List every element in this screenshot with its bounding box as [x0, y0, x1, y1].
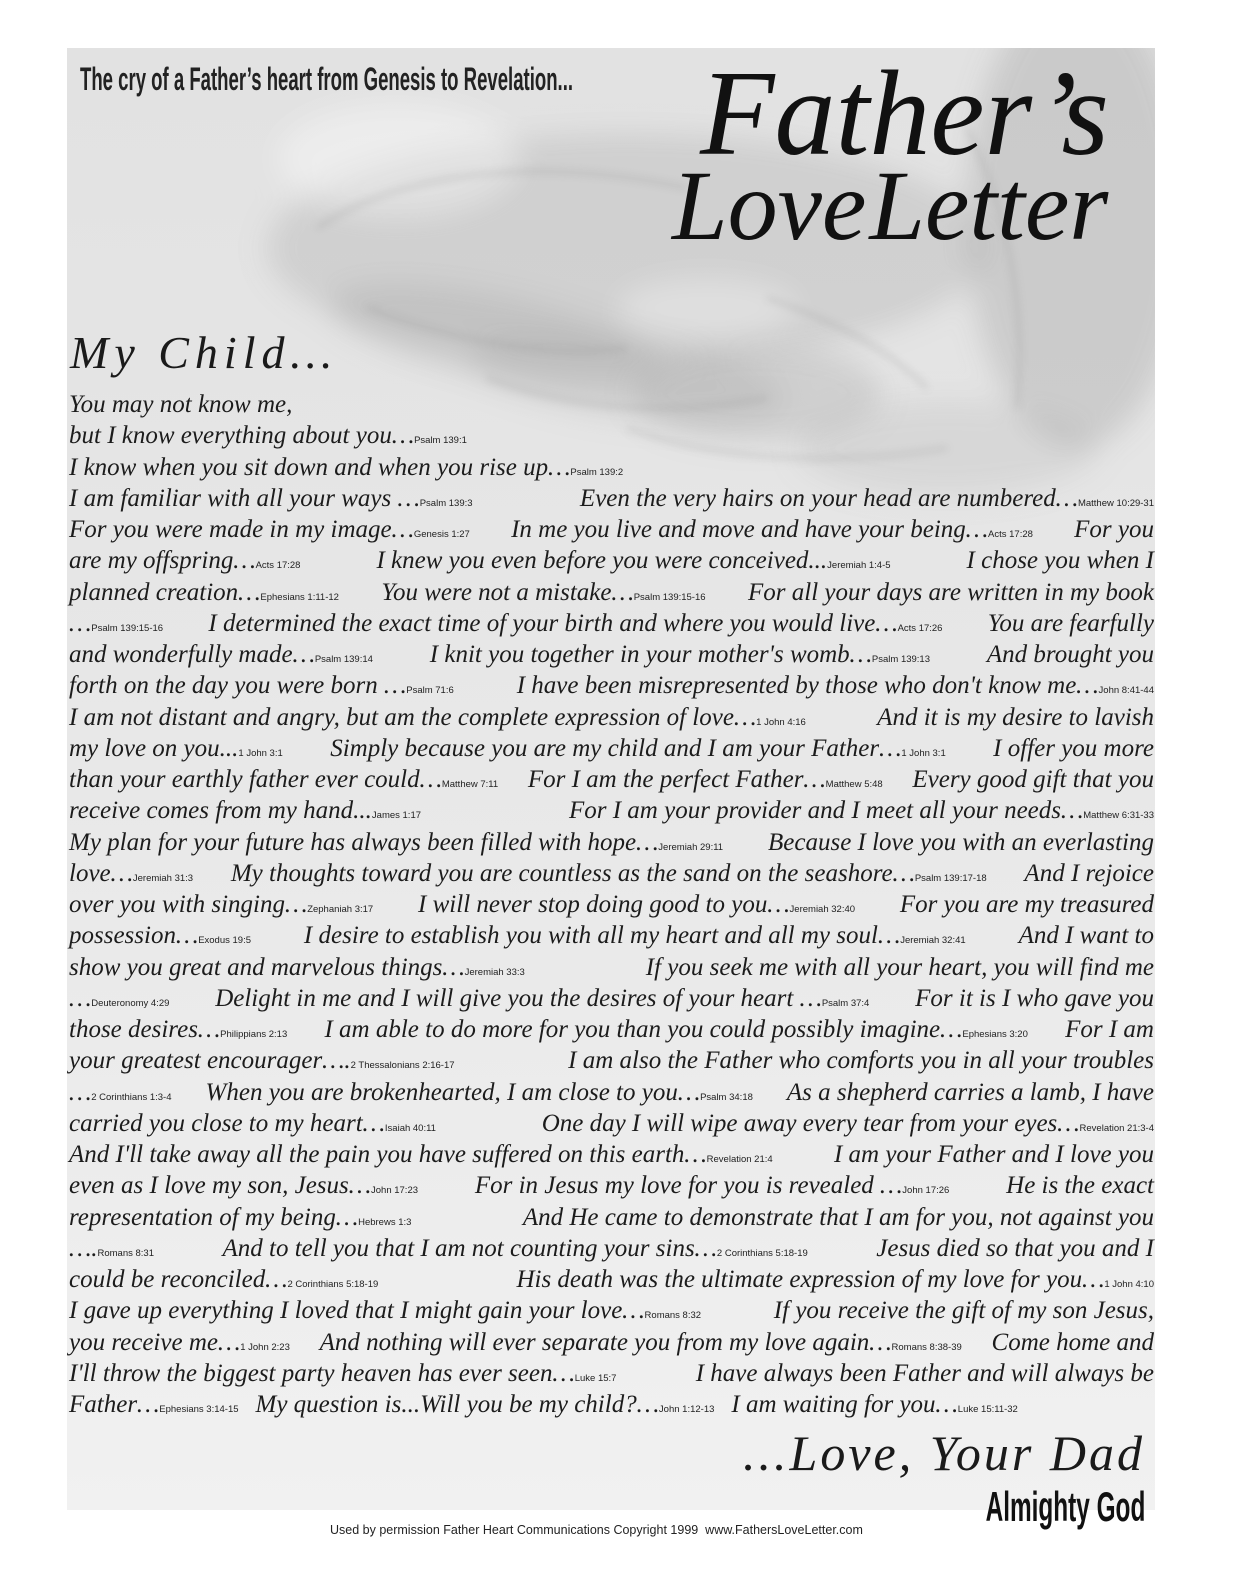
letter-line [69, 389, 1154, 420]
scripture-ref: Psalm 139:13 [871, 654, 930, 665]
letter-phrase: forth on the day you were born … [69, 672, 407, 700]
letter-phrase: I determined the exact time of your birth and where you would live… [208, 609, 898, 637]
letter-phrase-group [787, 1077, 1154, 1108]
scripture-ref: John 17:23 [371, 1185, 419, 1197]
letter-phrase: but I know everything about you… [69, 422, 415, 450]
letter-phrase: I have been misrepresented by those who don't know me… [516, 672, 1099, 700]
letter-line [69, 1202, 1154, 1233]
letter-phrase: … [69, 984, 92, 1012]
copyright-notice: Used by permission Father Heart Communications Copyright 1999 www.FathersLoveLetter.com [330, 1523, 863, 1537]
letter-phrase-group [1019, 920, 1154, 951]
letter-phrase: My plan for your future has always been filled with hope… [69, 828, 659, 856]
letter-line [69, 827, 1154, 858]
scripture-ref: Romans 8:31 [97, 1247, 154, 1259]
letter-phrase: love… [69, 859, 133, 887]
letter-phrase: even as I love my son, Jesus… [69, 1172, 371, 1200]
letter-line [69, 1170, 1154, 1201]
scripture-ref: Ephesians 3:14-15 [159, 1404, 239, 1415]
scripture-ref: Romans 8:38-39 [891, 1341, 962, 1353]
letter-phrase: For you [1074, 516, 1154, 543]
scripture-ref: Deuteronomy 4:29 [91, 997, 170, 1009]
scripture-ref: 1 John 4:10 [1104, 1279, 1154, 1290]
letter-phrase: I gave up everything I loved that I might gain your love… [69, 1297, 645, 1325]
letter-phrase: For I am your provider and I meet all your needs… [568, 797, 1084, 825]
scripture-ref: Jeremiah 33:3 [464, 966, 525, 978]
letter-line [69, 577, 1154, 608]
scripture-ref: Acts 17:28 [988, 529, 1033, 540]
letter-phrase-group [1006, 1170, 1154, 1201]
letter-phrase: And it is my desire to lavish [877, 703, 1154, 731]
scripture-ref: Revelation 21:4 [706, 1154, 773, 1165]
letter-phrase: my love on you... [69, 734, 239, 762]
scripture-ref: Matthew 5:48 [825, 779, 883, 790]
scripture-ref: 1 John 4:16 [756, 716, 806, 728]
letter-phrase: Come home and [991, 1328, 1154, 1356]
scripture-ref: Jeremiah 32:41 [900, 935, 966, 947]
letter-line [69, 670, 1154, 701]
scripture-ref: 2 Corinthians 5:18-19 [287, 1279, 379, 1290]
letter-line [69, 420, 1154, 451]
scripture-ref: 1 John 3:1 [901, 747, 946, 759]
letter-phrase: And brought you [986, 641, 1154, 668]
letter-phrase: Jesus died so that you and I [876, 1234, 1154, 1262]
letter-phrase: My question is...Will you be my child?… [255, 1391, 659, 1418]
scripture-ref: John 17:26 [902, 1185, 950, 1197]
letter-line [69, 1233, 1154, 1264]
letter-line [69, 1327, 1154, 1358]
letter-line [69, 889, 1154, 920]
letter-phrase-group [993, 733, 1154, 764]
letter-phrase-group [646, 952, 1154, 983]
scripture-ref: 2 Corinthians 1:3-4 [91, 1091, 172, 1103]
tagline: The cry of a Father’s heart from Genesis to Revelation... [80, 61, 574, 97]
letter-phrase: For you are my treasured [899, 891, 1154, 918]
scripture-ref: Psalm 139:14 [314, 654, 373, 665]
letter-phrase-group [731, 1389, 1017, 1425]
letter-line [69, 483, 1154, 514]
letter-phrase: I am your Father and I love you [833, 1141, 1154, 1168]
scripture-ref: Psalm 139:15-16 [91, 622, 164, 634]
letter-phrase: I know when you sit down and when you rise up… [69, 453, 571, 481]
letter-line [69, 733, 1154, 764]
letter-phrase: and wonderfully made… [69, 641, 315, 668]
letter-phrase: your greatest encourager…. [69, 1047, 351, 1075]
closing: ...Love, Your Dad [743, 1425, 1145, 1481]
scripture-ref: 2 Thessalonians 2:16-17 [350, 1060, 455, 1072]
letter-phrase: For I am [1065, 1016, 1154, 1043]
letter-phrase: are my offspring… [69, 547, 256, 575]
salutation: My Child… [70, 327, 338, 378]
letter-phrase: I am waiting for you… [731, 1391, 958, 1418]
scripture-ref: John 8:41-44 [1098, 685, 1154, 697]
letter-phrase-group [834, 1139, 1154, 1170]
letter-phrase: You were not a mistake… [381, 578, 634, 606]
scripture-ref: Jeremiah 1:4-5 [827, 560, 891, 572]
scripture-ref: Exodus 19:5 [198, 935, 252, 947]
letter-phrase: I am able to do more for you than you could possibly imagine… [324, 1016, 963, 1043]
letter-phrase: As a shepherd carries a lamb, I have [786, 1078, 1154, 1106]
scripture-ref: Ephesians 1:11-12 [260, 591, 339, 603]
letter-line [69, 1077, 1154, 1108]
scripture-ref: Genesis 1:27 [413, 529, 470, 540]
letter-phrase: If you receive the gift of my son Jesus, [773, 1297, 1154, 1325]
title-fathers: Father’s [700, 46, 1109, 181]
letter-phrase: And He came to demonstrate that I am for you, not against you [522, 1203, 1154, 1231]
letter-phrase: carried you close to my heart… [69, 1109, 385, 1137]
letter-line [69, 545, 1154, 576]
scripture-ref: Jeremiah 31:3 [132, 872, 194, 884]
letter-phrase: For you were made in my image… [69, 516, 414, 543]
scripture-ref: Psalm 34:18 [700, 1091, 753, 1103]
scripture-ref: Philippians 2:13 [220, 1029, 288, 1040]
letter-phrase: show you great and marvelous things… [69, 953, 465, 981]
letter-phrase: Every good gift that you [912, 766, 1154, 793]
letter-phrase: My thoughts toward you are countless as the sand on the seashore… [230, 859, 915, 887]
letter-phrase: I am not distant and angry, but am the complete expression of love… [69, 703, 757, 731]
letter-line [69, 764, 1154, 795]
letter-phrase: In me you live and move and have your being… [511, 516, 989, 543]
letter-phrase-group [768, 827, 1154, 858]
letter-phrase: I chose you when I [966, 547, 1154, 575]
letter-phrase: than your earthly father ever could… [69, 766, 442, 793]
letter-line [69, 1264, 1154, 1295]
letter-phrase: over you with singing… [69, 891, 308, 918]
letter-phrase: receive comes from my hand... [69, 797, 372, 825]
letter-phrase: And I'll take away all the pain you have suffered on this earth… [69, 1141, 707, 1168]
letter-phrase: I am familiar with all your ways … [69, 484, 420, 512]
letter-line [69, 920, 1154, 951]
letter-line [69, 1045, 1154, 1076]
letter-line [69, 983, 1154, 1014]
letter-line [69, 858, 1154, 889]
scripture-ref: 2 Corinthians 5:18-19 [716, 1247, 808, 1259]
letter-phrase-group [1074, 514, 1154, 545]
scripture-ref: Hebrews 1:3 [358, 1216, 412, 1228]
letter-phrase: I knit you together in your mother's womb… [429, 641, 872, 668]
letter-phrase-group [900, 889, 1154, 920]
letter-phrase: He is the exact [1006, 1172, 1154, 1200]
letter-phrase-group [568, 1045, 1154, 1076]
letter-line [69, 795, 1154, 826]
letter-phrase: For I am the perfect Father… [527, 766, 826, 793]
letter-phrase-group [1065, 1014, 1154, 1045]
scripture-ref: Luke 15:7 [574, 1372, 617, 1384]
scripture-ref: Ephesians 3:20 [962, 1029, 1028, 1040]
letter-line [69, 1295, 1154, 1326]
letter-body [69, 389, 1154, 1420]
letter-phrase-group [774, 1295, 1154, 1326]
letter-phrase: possession… [69, 922, 199, 950]
letter-phrase: And to tell you that I am not counting your sins… [222, 1234, 717, 1262]
letter-phrase: I'll throw the biggest party heaven has ever seen… [69, 1359, 575, 1387]
letter-phrase: those desires… [69, 1016, 221, 1043]
letter-phrase: When you are brokenhearted, I am close to you… [205, 1078, 701, 1106]
scripture-ref: Isaiah 40:11 [384, 1122, 436, 1134]
letter-phrase-group [69, 389, 292, 420]
letter-phrase: planned creation… [69, 578, 261, 606]
letter-phrase: I have always been Father and will always be [695, 1359, 1154, 1387]
letter-phrase: Even the very hairs on your head are numbered… [579, 484, 1078, 512]
letter-phrase: I desire to establish you with all my heart and all my soul… [303, 922, 901, 950]
scripture-ref: 1 John 2:23 [240, 1341, 290, 1353]
letter-phrase-group [69, 1389, 239, 1425]
letter-line [69, 452, 1154, 483]
letter-line [69, 1014, 1154, 1045]
title-love-letter: Love Letter [672, 150, 1109, 261]
scripture-ref: Matthew 10:29-31 [1077, 497, 1154, 509]
letter-phrase-group [877, 702, 1154, 733]
scripture-ref: Jeremiah 29:11 [658, 841, 724, 853]
letter-phrase-group [915, 983, 1154, 1014]
letter-phrase-group [987, 639, 1154, 670]
letter-phrase: And I want to [1018, 922, 1154, 950]
letter-phrase: For all your days are written in my book [748, 578, 1154, 606]
letter-phrase-group [523, 1202, 1154, 1233]
letter-phrase-group [696, 1358, 1154, 1389]
letter-line [69, 1389, 1154, 1420]
letter-phrase-group [967, 545, 1154, 576]
scripture-ref: Romans 8:32 [644, 1310, 702, 1322]
signature: Almighty God [985, 1483, 1145, 1530]
scripture-ref: Psalm 139:3 [419, 497, 473, 509]
letter-phrase-group [988, 608, 1154, 639]
letter-line [69, 639, 1154, 670]
letter-phrase: And I rejoice [1024, 859, 1154, 887]
letter-phrase: … [69, 609, 92, 637]
scripture-ref: John 1:12-13 [658, 1404, 715, 1415]
letter-phrase: I offer you more [993, 734, 1154, 762]
letter-phrase: If you seek me with all your heart, you will find me [645, 953, 1154, 981]
letter-phrase: you receive me… [69, 1328, 241, 1356]
scripture-ref: Psalm 139:1 [414, 435, 467, 447]
letter-line [69, 1108, 1154, 1139]
scripture-ref: James 1:17 [371, 810, 422, 822]
letter-phrase: …. [69, 1234, 98, 1262]
scripture-ref: Psalm 139:15-16 [633, 591, 706, 603]
letter-phrase: representation of my being… [69, 1203, 359, 1231]
letter-phrase: Father… [69, 1391, 160, 1418]
letter-phrase: His death was the ultimate expression of my love for you… [516, 1266, 1105, 1293]
letter-phrase: You are fearfully [987, 609, 1154, 637]
letter-phrase-group [748, 577, 1154, 608]
letter-phrase: Delight in me and I will give you the desires of your heart … [215, 984, 822, 1012]
scripture-ref: Acts 17:28 [255, 560, 301, 572]
letter-phrase: For in Jesus my love for you is revealed … [474, 1172, 903, 1200]
scripture-ref: Revelation 21:3-4 [1079, 1122, 1154, 1134]
letter-phrase: Simply because you are my child and I am your Father… [330, 734, 902, 762]
letter-phrase-group [876, 1233, 1154, 1264]
scripture-ref: Zephaniah 3:17 [307, 904, 374, 915]
scripture-ref: Psalm 37:4 [821, 997, 870, 1009]
scripture-ref: Matthew 7:11 [441, 779, 499, 790]
letter-phrase-group [1024, 858, 1154, 889]
letter-phrase: I am also the Father who comforts you in all your troubles [568, 1047, 1154, 1075]
scripture-ref: Acts 17:26 [897, 622, 943, 634]
scripture-ref: Matthew 6:31-33 [1083, 810, 1154, 822]
letter-line [69, 702, 1154, 733]
letter-line [69, 608, 1154, 639]
scripture-ref: Jeremiah 32:40 [789, 904, 856, 915]
scripture-ref: Psalm 71:6 [406, 685, 454, 697]
letter-line [69, 514, 1154, 545]
letter-phrase: You may not know me, [69, 391, 293, 418]
letter-phrase-group [256, 1389, 715, 1425]
letter-phrase: could be reconciled… [69, 1266, 288, 1293]
scripture-ref: 1 John 3:1 [238, 747, 283, 759]
letter-phrase: Because I love you with an everlasting [768, 828, 1154, 856]
letter-phrase-group [992, 1327, 1154, 1358]
letter-phrase: … [69, 1078, 92, 1106]
scripture-ref: Luke 15:11-32 [957, 1404, 1018, 1415]
letter-phrase: I knew you even before you were conceived... [376, 547, 828, 575]
letter-line [69, 1139, 1154, 1170]
scripture-ref: Psalm 139:17-18 [914, 872, 987, 884]
letter-phrase: I will never stop doing good to you… [418, 891, 790, 918]
scripture-ref: Psalm 139:2 [570, 466, 624, 478]
letter-phrase: For it is I who gave you [915, 984, 1154, 1012]
letter-phrase: And nothing will ever separate you from my love again… [319, 1328, 892, 1356]
letter-line [69, 1358, 1154, 1389]
letter-phrase-group [912, 764, 1154, 795]
letter-phrase: One day I will wipe away every tear from your eyes… [541, 1109, 1080, 1137]
